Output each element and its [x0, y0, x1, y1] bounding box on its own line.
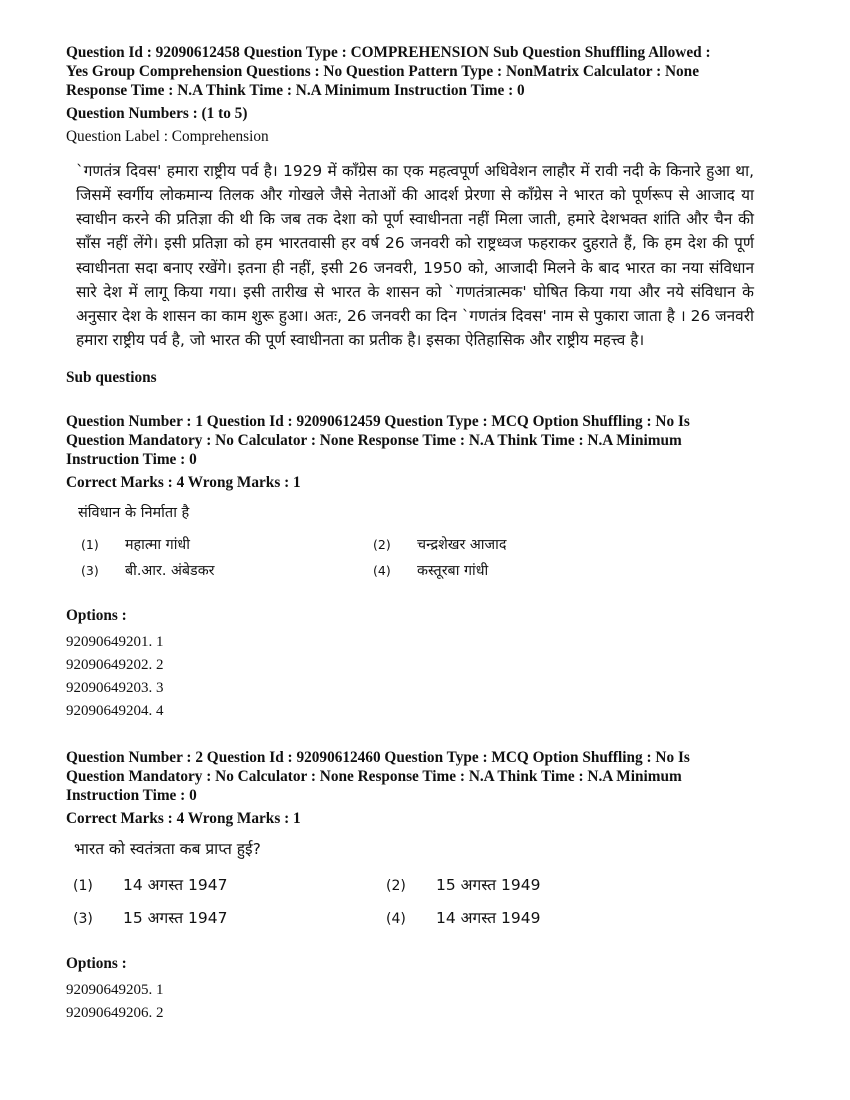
- choice-text: कस्तूरबा गांधी: [417, 563, 489, 580]
- header-line: Question Id : 92090612458 Question Type : COMPREHENSION Sub Question Shuffling Allowed :: [66, 44, 711, 61]
- choice-number: (3): [81, 563, 99, 579]
- choice-item: [81, 560, 373, 582]
- choice-item: [81, 534, 373, 556]
- question-text: संविधान के निर्माता है: [78, 505, 190, 522]
- options-list: [66, 979, 786, 1025]
- choice-number: (2): [386, 878, 406, 895]
- choice-text: महात्मा गांधी: [125, 537, 190, 554]
- answer-choices: [73, 874, 786, 930]
- sub-questions-heading: Sub questions: [66, 369, 157, 387]
- choice-number: (1): [73, 878, 93, 895]
- marks-line: Correct Marks : 4 Wrong Marks : 1: [66, 810, 301, 828]
- choice-text: 14 अगस्त 1949: [436, 909, 541, 928]
- option-id: 92090649203. 3: [66, 680, 164, 697]
- comprehension-passage: `गणतंत्र दिवस' हमारा राष्ट्रीय पर्व है। 1929 में काँग्रेस का एक महत्वपूर्ण अधिवेशन लाहौर में रावी नदी के किनारे हुआ था, जिसमें स्वर्गीय लोकमान्य तिलक और गोखले जैसे नेताओं की आदर्श प्रेरणा से काँग्रेस ने भारत को पूर्णरूप से आजाद या स्वाधीन करने की प्रतिज्ञा की थी कि जब तक देशा को पूर्ण स्वाधीनता नहीं मिला जाती, हमारे देशभक्त शांति और चैन की साँस नहीं लेंगे। इसी प्रतिज्ञा को हम भारतवासी हर वर्ष 26 जनवरी को राष्ट्रध्वज फहराकर दुहराते हैं, कि हम देश की पूर्ण स्वाधीनता सदा बनाए रखेंगे। इतना ही नहीं, इसी 26 जनवरी, 1950 को, आजादी मिलने के बाद भारत का नया संविधान सारे देश में लागू किया गया। इसी तारीख से भारत के शासन को `गणतंत्रात्मक' घोषित किया गया और नये संविधान के अनुसार देश के शासन का काम शुरू हुआ। अतः, 26 जनवरी का दिन `गणतंत्र दिवस' नाम से पुकारा जाता है । 26 जनवरी हमारा राष्ट्रीय पर्व है, जो भारत की पूर्ण स्वाधीनता का प्रतीक है। इसका ऐतिहासिक और राष्ट्रीय महत्त्व है।: [76, 161, 754, 350]
- choice-text: चन्द्रशेखर आजाद: [417, 537, 507, 554]
- choice-item: [73, 874, 386, 897]
- meta-line: Question Mandatory : No Calculator : None Response Time : N.A Think Time : N.A Minimum: [66, 768, 682, 786]
- question-meta: [66, 412, 786, 469]
- question-header: [66, 43, 786, 123]
- choice-number: (2): [373, 537, 391, 553]
- option-id: 92090649202. 2: [66, 657, 164, 674]
- choice-number: (4): [386, 911, 406, 928]
- options-heading: Options :: [66, 607, 127, 625]
- answer-choices: [81, 534, 786, 582]
- marks-line: Correct Marks : 4 Wrong Marks : 1: [66, 474, 301, 492]
- meta-line: Instruction Time : 0: [66, 787, 197, 805]
- options-list: [66, 631, 786, 723]
- meta-line: Instruction Time : 0: [66, 451, 197, 469]
- choice-item: [73, 907, 386, 930]
- sub-question-1: [66, 412, 786, 723]
- document-page: [66, 43, 786, 1025]
- option-id: 92090649204. 4: [66, 703, 164, 720]
- choice-number: (4): [373, 563, 391, 579]
- choice-text: 15 अगस्त 1947: [123, 909, 228, 928]
- choice-number: (1): [81, 537, 99, 553]
- options-heading: Options :: [66, 955, 127, 973]
- sub-question-2: [66, 748, 786, 1025]
- choice-item: [386, 907, 686, 930]
- choice-number: (3): [73, 911, 93, 928]
- choice-item: [386, 874, 686, 897]
- header-line: Response Time : N.A Think Time : N.A Minimum Instruction Time : 0: [66, 82, 525, 100]
- choice-text: 14 अगस्त 1947: [123, 876, 228, 895]
- meta-line: Question Number : 1 Question Id : 92090612459 Question Type : MCQ Option Shuffling : No Is: [66, 413, 690, 431]
- question-meta: [66, 748, 786, 805]
- question-label: Question Label : Comprehension: [66, 127, 269, 145]
- choice-item: [373, 534, 673, 556]
- option-id: 92090649205. 1: [66, 982, 164, 999]
- option-id: 92090649206. 2: [66, 1005, 164, 1022]
- question-text: भारत को स्वतंत्रता कब प्राप्त हुई?: [74, 840, 261, 859]
- meta-line: Question Number : 2 Question Id : 92090612460 Question Type : MCQ Option Shuffling : No Is: [66, 749, 690, 767]
- choice-text: 15 अगस्त 1949: [436, 876, 541, 895]
- meta-line: Question Mandatory : No Calculator : None Response Time : N.A Think Time : N.A Minimum: [66, 432, 682, 450]
- question-numbers: Question Numbers : (1 to 5): [66, 104, 248, 122]
- choice-item: [373, 560, 673, 582]
- option-id: 92090649201. 1: [66, 634, 164, 651]
- header-line: Yes Group Comprehension Questions : No Question Pattern Type : NonMatrix Calculator : None: [66, 63, 699, 81]
- choice-text: बी.आर. अंबेडकर: [125, 563, 215, 580]
